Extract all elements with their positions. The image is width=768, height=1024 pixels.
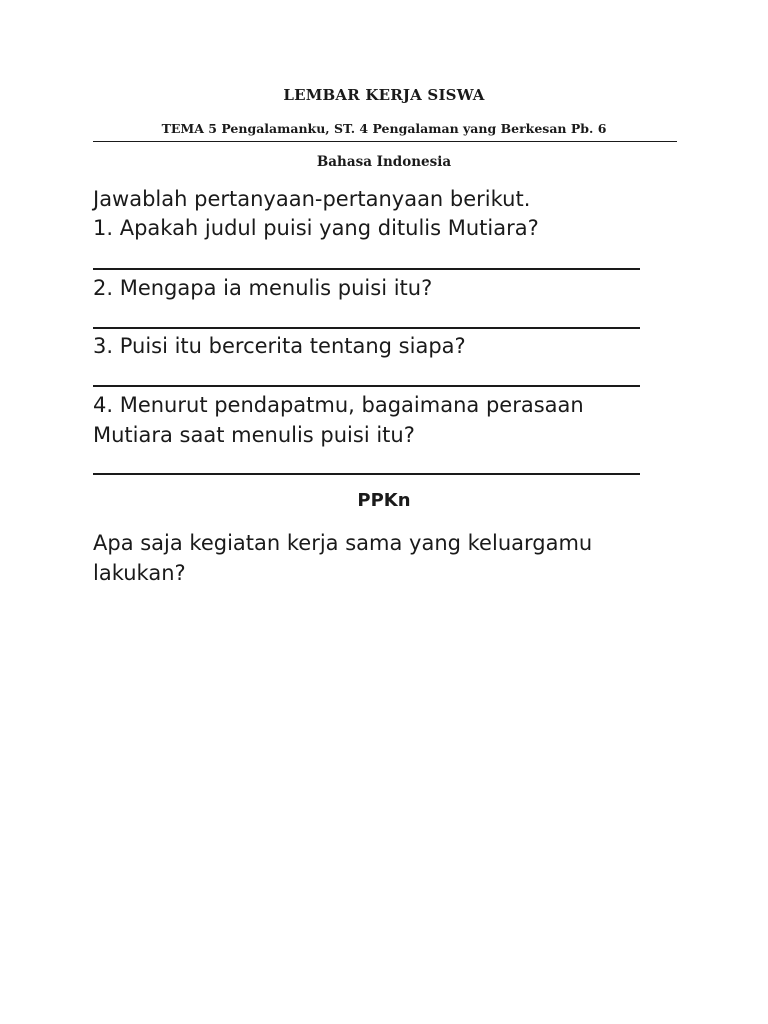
question-4-line-1: 4. Menurut pendapatmu, bagaimana perasaan bbox=[93, 393, 584, 417]
question-4-line-2: Mutiara saat menulis puisi itu? bbox=[93, 423, 415, 447]
header-divider bbox=[93, 141, 677, 142]
question-3: 3. Puisi itu bercerita tentang siapa? bbox=[93, 334, 466, 358]
section-heading-ppkn: PPKn bbox=[357, 490, 411, 511]
instruction-text: Jawablah pertanyaan-pertanyaan berikut. bbox=[93, 187, 531, 211]
answer-line-3[interactable] bbox=[93, 385, 640, 387]
question-2: 2. Mengapa ia menulis puisi itu? bbox=[93, 276, 433, 300]
section-heading-bahasa-indonesia: Bahasa Indonesia bbox=[316, 154, 452, 170]
ppkn-question-line-1: Apa saja kegiatan kerja sama yang keluargamu bbox=[93, 531, 593, 555]
answer-line-1[interactable] bbox=[93, 268, 640, 270]
worksheet-subtitle: TEMA 5 Pengalamanku, ST. 4 Pengalaman yang Berkesan Pb. 6 bbox=[161, 121, 607, 136]
worksheet-title: LEMBAR KERJA SISWA bbox=[283, 86, 485, 104]
answer-line-4[interactable] bbox=[93, 473, 640, 475]
ppkn-question-line-2: lakukan? bbox=[93, 561, 186, 585]
answer-line-2[interactable] bbox=[93, 327, 640, 329]
question-1: 1. Apakah judul puisi yang ditulis Mutiara? bbox=[93, 216, 539, 240]
